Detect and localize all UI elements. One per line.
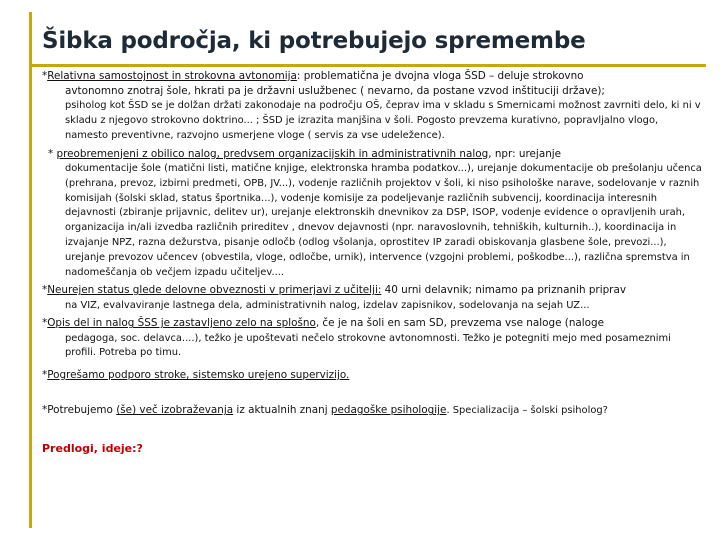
item-description-text: , če je na šoli en sam SD, prevzema vse naloge (naloge: [315, 317, 605, 330]
item-status-heading: Neurejen status glede delovne obveznosti v primerjavi z učitelji:: [47, 284, 382, 297]
left-accent-line: [29, 12, 32, 528]
item-status-text: 40 urni delavnik; nimamo pa priznanih priprav: [381, 284, 626, 297]
bullet-marker: *: [42, 317, 48, 330]
item-description: [42, 316, 704, 331]
bullet-marker: *: [42, 70, 48, 82]
slide-title: Šibka področja, ki potrebujejo spremembe: [42, 28, 586, 54]
item-education-underline-1: (še) več izobraževanja: [116, 404, 234, 417]
item-support: [42, 368, 704, 383]
title-underline: [29, 64, 706, 67]
item-overload-sub: dokumentacije šole (matični listi, matične knjige, elektronska hramba podatkov...), urejanje dokumentacije ob prešolanju učenca (prehrana, prevoz, izbirni predmeti, OPB, JV...), vodenje različnih projektov v šoli, ki niso psihološke narave, sodelovanje v raznih komisijah (šolski sklad, status športnika...), vodenje komisije za podeljevanje različnih subvencij, koordinacija interesnih dejavnosti (zbiranje prijavnic, delitev ur), urejanje elektronskih dnevnikov za DSP, ISOP, vodenje evidence o opravljenih urah, organizacija in/ali izvedba različnih prireditev , dnevov dejavnosti (npr. naravoslovnih, tehniških, kulturnih..), koordinacija in izvajanje NPZ, razna dežurstva, pisanje odločb (odlog všolanja, oprostitev IP zaradi obiskovanja glasbene šole, prevozi...), urejanje prevozov učencev (obvestila, vloge, odločbe, urnik), intervence (vzgojni problemi, poškodbe...), različna spremstva in nadomeščanja ob večjem izpadu učiteljev....: [65, 163, 702, 278]
item-status: [42, 283, 704, 298]
bullet-marker: *: [48, 147, 57, 160]
item-autonomy-line2: avtonomno znotraj šole, hkrati pa je državni uslužbenec ( nevarno, da postane vzvod inštituciji države);: [65, 85, 605, 98]
item-education-text-3: . Specializacija – šolski psiholog?: [446, 405, 608, 417]
item-education-text-1: *Potrebujemo: [42, 404, 117, 417]
proposals-heading: Predlogi, ideje:?: [42, 442, 143, 456]
item-status-line2: na VIZ, evalvaviranje lastnega dela, administrativnih nalog, izdelav zapisnikov, sodelovanja na sejah UZ...: [65, 299, 590, 311]
item-autonomy-text: : problematična je dvojna vloga ŠSD – deluje strokovno: [296, 70, 584, 82]
item-education: [42, 403, 704, 419]
item-autonomy-sub: psiholog kot ŠSD se je dolžan držati zakonodaje na področju OŠ, čeprav ima v skladu s Smernicami možnost zavrniti delo, ki ni v skladu z njegovo strokovno doktrino... ; ŠSD je izrazita manjšina v šoli. Pogosto prevzema kurativno, popravljalno vlogo, namesto preventivne, razvojno usmerjene vloge ( servis za vse udeležence).: [65, 100, 701, 141]
item-description-line2: pedagoga, soc. delavca....), težko je upoštevati nečelo strokovne avtonomnosti. Težko je potegniti mejo med posameznimi profili. Potreba po timu.: [65, 332, 671, 359]
item-autonomy-heading: Relativna samostojnost in strokovna avtonomija: [47, 70, 297, 82]
item-support-heading: Pogrešamo podporo stroke, sistemsko urejeno supervizijo.: [47, 369, 350, 382]
item-overload-heading: preobremenjeni z obilico nalog, predvsem organizacijskih in administrativnih nalog: [56, 147, 489, 160]
item-education-underline-2: pedagoške psihologije: [330, 404, 447, 417]
bullet-marker: *: [42, 369, 48, 382]
slide-content: [42, 69, 704, 456]
item-education-text-2: iz aktualnih znanj: [233, 404, 331, 417]
item-overload-text: , npr: urejanje: [488, 147, 562, 160]
item-autonomy: [42, 69, 704, 84]
bullet-marker: *: [42, 284, 48, 297]
item-overload: [42, 147, 704, 162]
item-description-heading: Opis del in nalog ŠSS je zastavljeno zelo na splošno: [47, 317, 316, 330]
